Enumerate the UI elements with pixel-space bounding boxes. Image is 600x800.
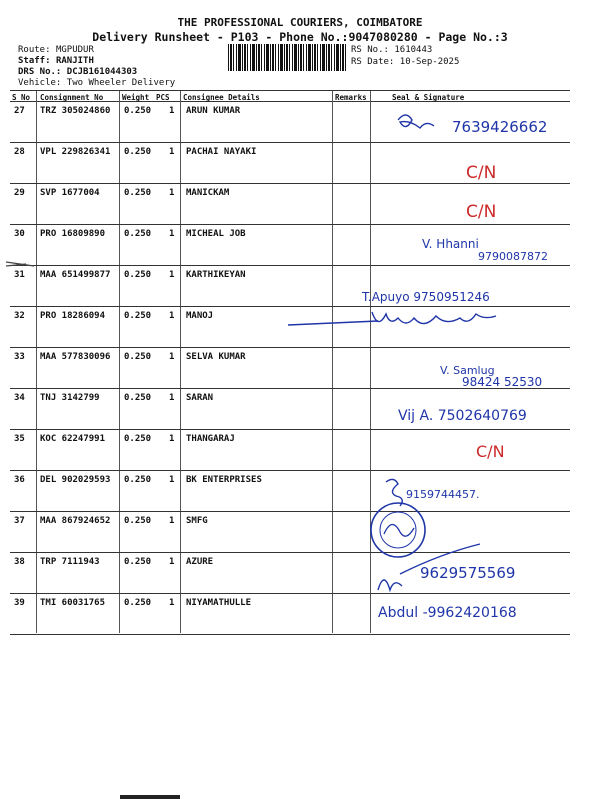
table-header-top-rule — [10, 90, 570, 91]
vehicle-value: Two Wheeler Delivery — [66, 78, 176, 88]
row-pcs: 1 — [169, 475, 175, 485]
rs-no-value: 1610443 — [394, 45, 433, 55]
seal-signature — [384, 524, 414, 536]
row-pcs: 1 — [169, 598, 175, 608]
row-divider — [10, 634, 570, 635]
row-sno: 31 — [14, 270, 25, 280]
row-sno: 29 — [14, 188, 25, 198]
row-consignee: MANICKAM — [186, 188, 230, 198]
row-divider — [10, 224, 570, 225]
col-header-pcs: PCS — [156, 93, 170, 102]
row-weight: 0.250 — [124, 188, 152, 198]
row-divider — [10, 347, 570, 348]
signature-scribble-32 — [288, 312, 496, 325]
staff-label: Staff: — [18, 56, 51, 66]
row-divider — [10, 183, 570, 184]
row-weight: 0.250 — [124, 516, 152, 526]
handwritten-cn-35: C/N — [476, 442, 505, 461]
row-consignment-no: KOC 62247991 — [40, 434, 106, 444]
row-consignment-no: TRP 7111943 — [40, 557, 100, 567]
row-weight: 0.250 — [124, 598, 152, 608]
row-consignee: ARUN KUMAR — [186, 106, 241, 116]
col-header-weight: Weight — [122, 93, 150, 102]
runsheet-title: Delivery Runsheet - P103 - Phone No.:9047080280 - Page No.:3 — [92, 30, 508, 44]
row-consignee: NIYAMATHULLE — [186, 598, 252, 608]
row-sno: 30 — [14, 229, 25, 239]
row-divider — [10, 511, 570, 512]
row-sno: 27 — [14, 106, 25, 116]
row-weight: 0.250 — [124, 229, 152, 239]
col-header-consignment: Consignment No — [40, 93, 104, 102]
rs-no-label: RS No.: — [351, 45, 389, 55]
row-divider — [10, 265, 570, 266]
row-weight: 0.250 — [124, 106, 152, 116]
row-consignee: AZURE — [186, 557, 214, 567]
drs-value: DCJB161044303 — [66, 67, 138, 77]
row-consignee: BK ENTERPRISES — [186, 475, 262, 485]
drs-line — [18, 67, 137, 77]
row-divider — [10, 593, 570, 594]
col-header-seal: Seal & Signature — [392, 93, 465, 102]
row-consignee: THANGARAJ — [186, 434, 235, 444]
row-consignment-no: PRO 16809890 — [40, 229, 106, 239]
row-consignment-no: SVP 1677004 — [40, 188, 100, 198]
row-consignee: SELVA KUMAR — [186, 352, 246, 362]
handwritten-phone-30: 9790087872 — [478, 250, 548, 263]
drs-label: DRS No.: — [18, 67, 62, 77]
row-sno: 28 — [14, 147, 25, 157]
col-header-remarks: Remarks — [335, 93, 367, 102]
row-pcs: 1 — [169, 106, 175, 116]
row-consignment-no: TRZ 305024860 — [40, 106, 111, 116]
row-pcs: 1 — [169, 188, 175, 198]
row-divider — [10, 552, 570, 553]
row-sno: 38 — [14, 557, 25, 567]
handwritten-cn-28: C/N — [466, 163, 497, 183]
row-consignment-no: MAA 867924652 — [40, 516, 111, 526]
row-pcs: 1 — [169, 516, 175, 526]
row-sno: 33 — [14, 352, 25, 362]
row-weight: 0.250 — [124, 270, 152, 280]
route-value: MGPUDUR — [55, 45, 94, 55]
row-weight: 0.250 — [124, 557, 152, 567]
handwritten-phone-38: 9629575569 — [420, 564, 516, 582]
seal-stamp-inner — [380, 512, 416, 548]
row-consignment-no: DEL 902029593 — [40, 475, 111, 485]
row-consignment-no: TMI 60031765 — [40, 598, 106, 608]
col-header-sno: S No — [12, 93, 31, 102]
row-weight: 0.250 — [124, 434, 152, 444]
row-weight: 0.250 — [124, 393, 152, 403]
row-consignee: SMFG — [186, 516, 208, 526]
handwritten-name-33: V. Samlug — [440, 364, 495, 377]
row-divider — [10, 470, 570, 471]
row-consignee: SARAN — [186, 393, 214, 403]
row-pcs: 1 — [169, 352, 175, 362]
row-sno: 39 — [14, 598, 25, 608]
row-pcs: 1 — [169, 434, 175, 444]
row-sno: 37 — [14, 516, 25, 526]
route-label: Route: — [18, 45, 51, 55]
col-header-consignee: Consignee Details — [183, 93, 260, 102]
row-consignee: MICHEAL JOB — [186, 229, 246, 239]
staff-value: RANJITH — [55, 56, 94, 66]
handwritten-phone-31: T.Apuyo 9750951246 — [362, 290, 490, 304]
row-divider — [10, 142, 570, 143]
handwritten-phone-27: 7639426662 — [452, 118, 548, 136]
row-consignment-no: PRO 18286094 — [40, 311, 106, 321]
row-sno: 36 — [14, 475, 25, 485]
barcode — [228, 44, 346, 71]
handwritten-phone-33: 98424 52530 — [462, 375, 543, 389]
signature-scribble-27 — [398, 115, 434, 128]
handwritten-name-30: V. Hhanni — [422, 237, 479, 251]
row-consignment-no: VPL 229826341 — [40, 147, 111, 157]
row-divider — [10, 429, 570, 430]
row-pcs: 1 — [169, 393, 175, 403]
vehicle-label: Vehicle: — [18, 78, 62, 88]
row-consignment-no: TNJ 3142799 — [40, 393, 100, 403]
rs-date-value: 10-Sep-2025 — [399, 57, 460, 67]
staff-line — [18, 56, 94, 66]
handwritten-name-39: Abdul -9962420168 — [378, 605, 517, 621]
row-sno: 35 — [14, 434, 25, 444]
row-divider — [10, 306, 570, 307]
row-pcs: 1 — [169, 270, 175, 280]
row-pcs: 1 — [169, 229, 175, 239]
company-title: THE PROFESSIONAL COURIERS, COIMBATORE — [177, 16, 423, 29]
row-weight: 0.250 — [124, 311, 152, 321]
handwritten-cn-29: C/N — [466, 202, 497, 222]
signature-scribble-38 — [378, 544, 480, 590]
row-consignment-no: MAA 577830096 — [40, 352, 111, 362]
handwritten-phone-34: Vij A. 7502640769 — [398, 408, 527, 424]
row-pcs: 1 — [169, 311, 175, 321]
row-consignee: KARTHIKEYAN — [186, 270, 246, 280]
row-weight: 0.250 — [124, 147, 152, 157]
row-divider — [10, 388, 570, 389]
row-consignee: PACHAI NAYAKI — [186, 147, 257, 157]
row-pcs: 1 — [169, 557, 175, 567]
row-sno: 32 — [14, 311, 25, 321]
rs-no-line — [351, 45, 432, 55]
signature-scribble-36 — [386, 479, 402, 506]
row-pcs: 1 — [169, 147, 175, 157]
rs-date-line — [351, 57, 459, 67]
route-line — [18, 45, 94, 55]
handwritten-phone-36: 9159744457. — [406, 488, 480, 501]
rs-date-label: RS Date: — [351, 57, 395, 67]
row-weight: 0.250 — [124, 475, 152, 485]
row-consignee: MANOJ — [186, 311, 214, 321]
row-sno: 34 — [14, 393, 25, 403]
row-weight: 0.250 — [124, 352, 152, 362]
row-consignment-no: MAA 651499877 — [40, 270, 111, 280]
vehicle-line — [18, 78, 175, 88]
